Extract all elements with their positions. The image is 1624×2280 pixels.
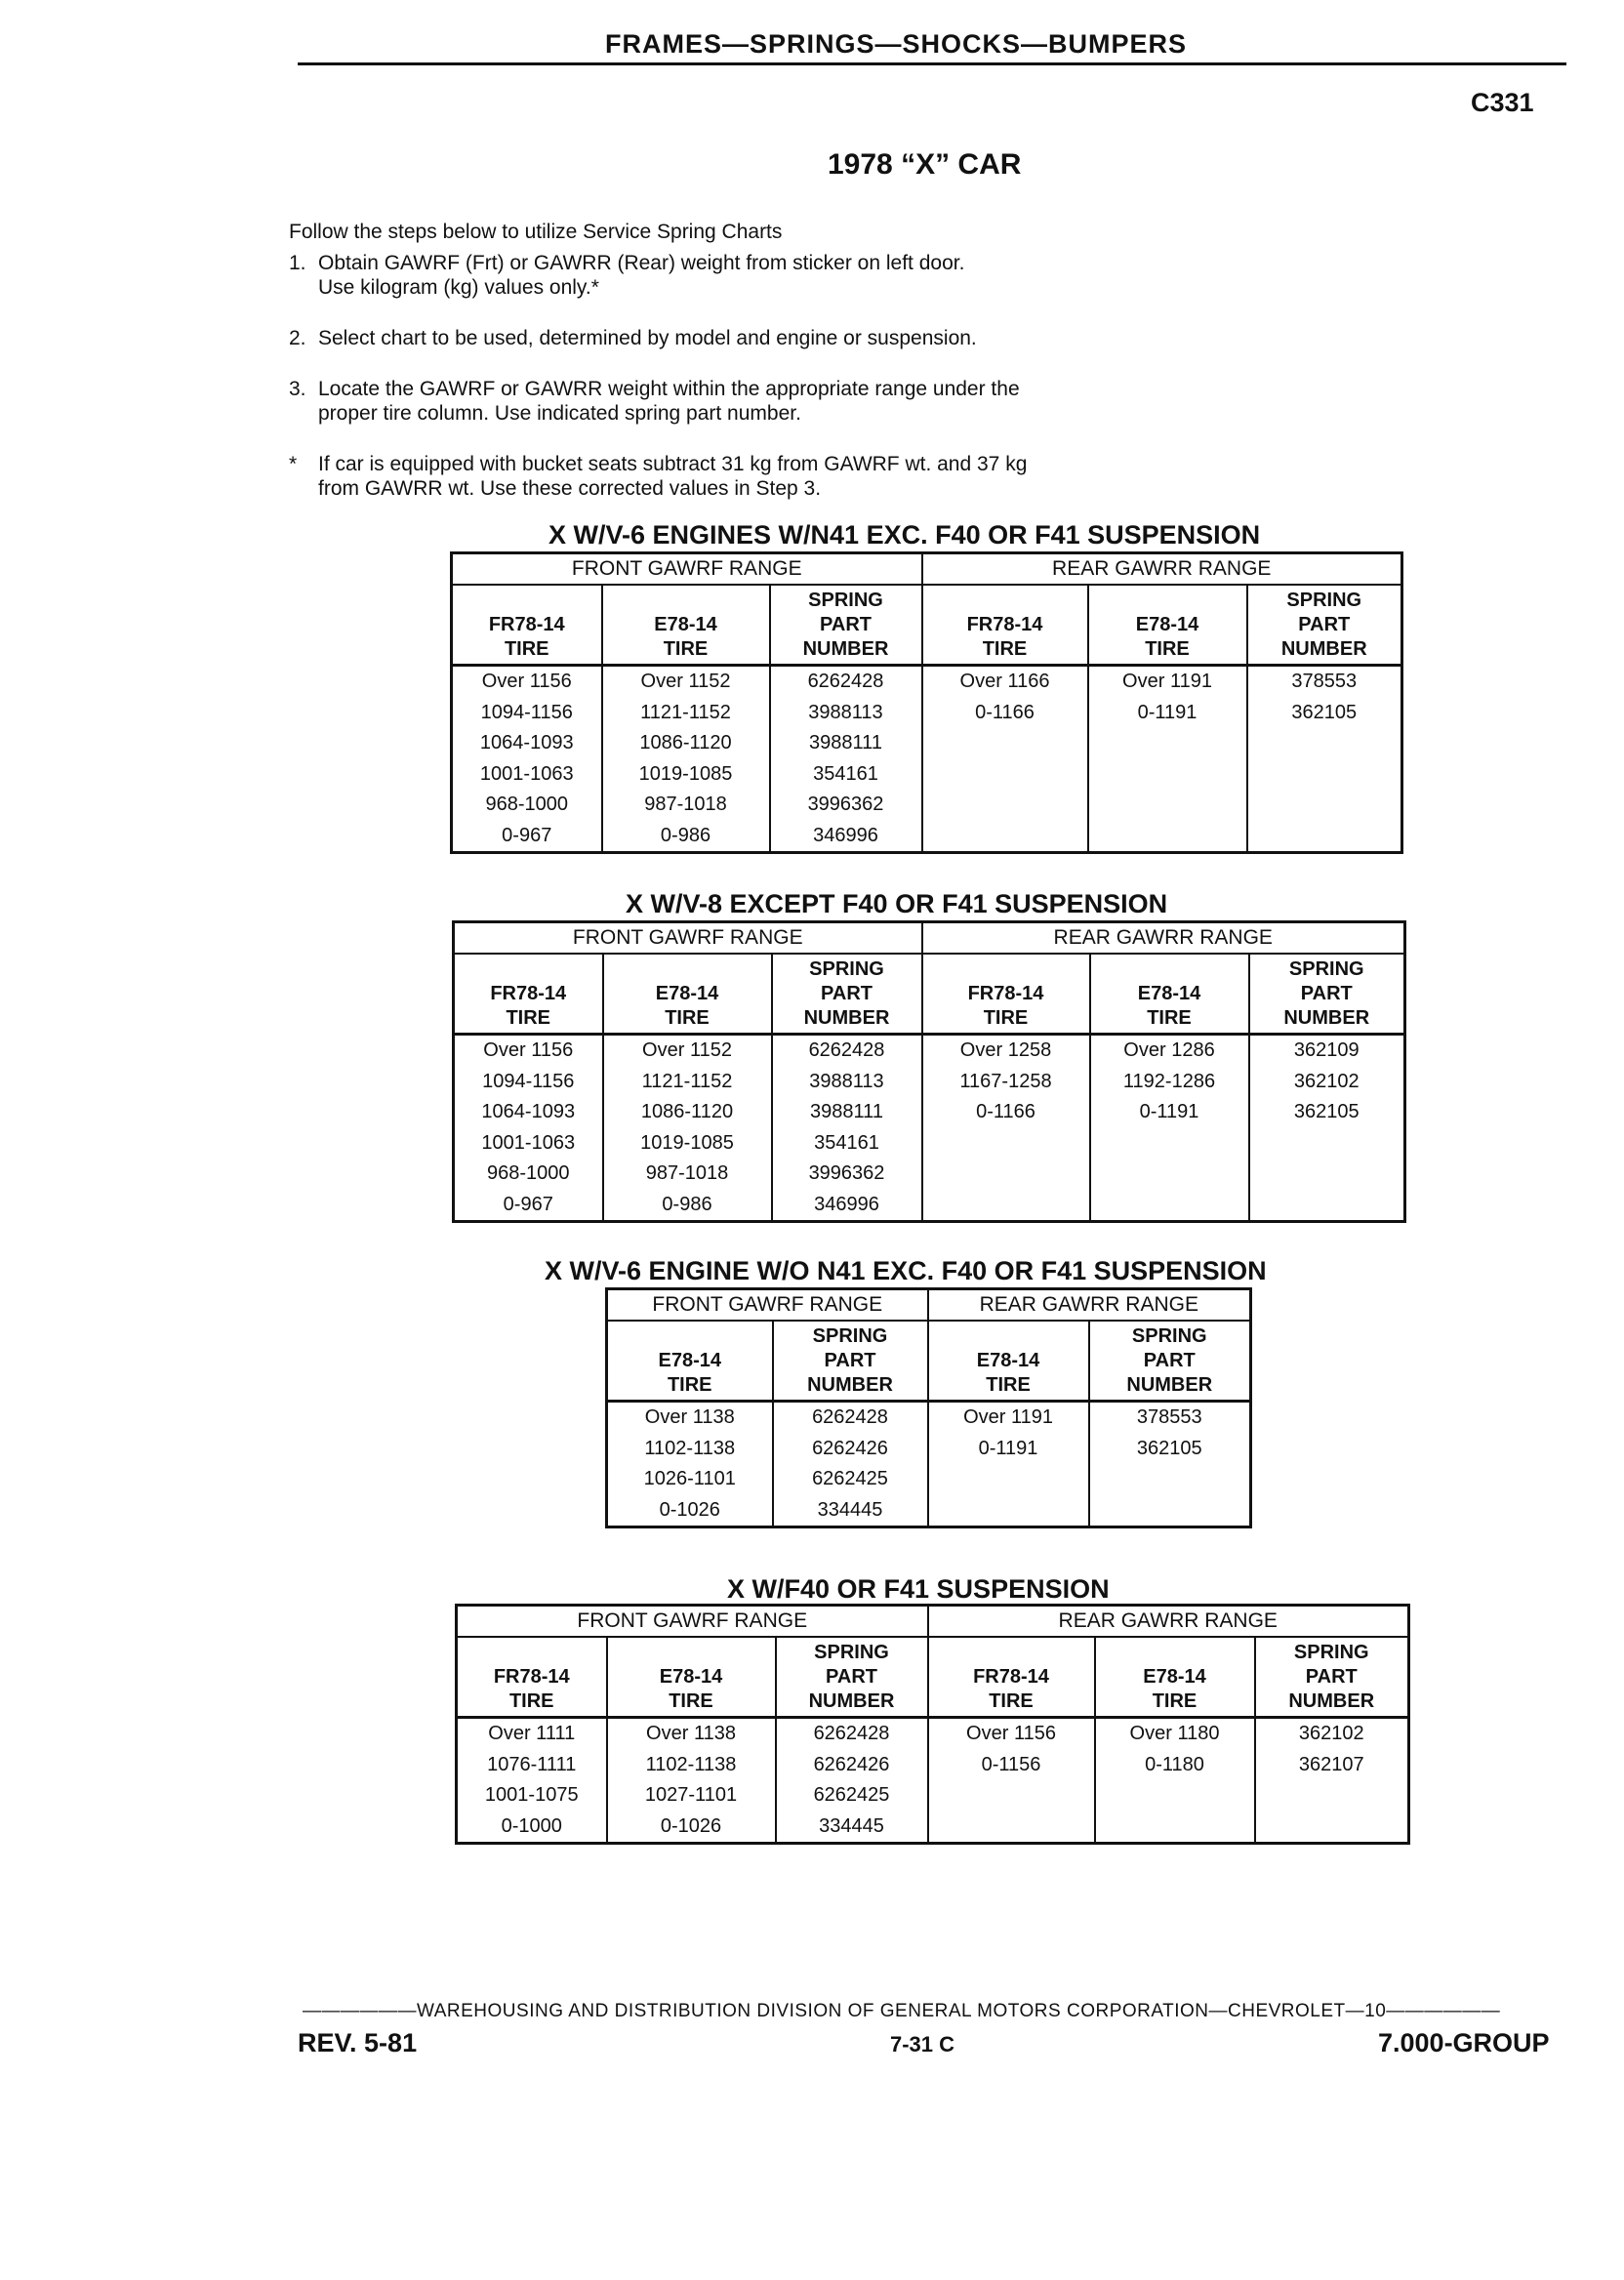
table-cell: Over 1191 [928, 1402, 1089, 1434]
table-cell [1247, 728, 1402, 759]
step-number: * [289, 453, 298, 475]
table-cell: 0-1166 [922, 698, 1088, 729]
rear-range-header: REAR GAWRR RANGE [922, 922, 1405, 955]
table-cell: 1064-1093 [452, 728, 602, 759]
column-header: FR78-14 TIRE [928, 1637, 1095, 1718]
column-header: SPRING PART NUMBER [1249, 954, 1405, 1035]
table-row [607, 1434, 1251, 1465]
table-cell: 362105 [1089, 1434, 1251, 1465]
table-cell: 378553 [1089, 1402, 1251, 1434]
step-text: Select chart to be used, determined by model and engine or suspension. [318, 327, 977, 349]
column-header: E78-14 TIRE [602, 585, 770, 666]
column-header: E78-14 TIRE [1095, 1637, 1255, 1718]
table-title: X W/V-6 ENGINES W/N41 EXC. F40 OR F41 SUSPENSION [548, 520, 1261, 550]
table-cell [1090, 1159, 1249, 1190]
table-cell: 0-1026 [607, 1495, 773, 1527]
table-cell: 3988113 [770, 698, 922, 729]
table-cell: 987-1018 [603, 1159, 772, 1190]
table-cell: Over 1191 [1088, 666, 1247, 698]
table-row [457, 1812, 1409, 1844]
table-cell: 3988113 [772, 1067, 922, 1098]
table-cell [922, 821, 1088, 853]
column-header: SPRING PART NUMBER [1089, 1321, 1251, 1402]
column-header: SPRING PART NUMBER [770, 585, 922, 666]
table-cell: 1019-1085 [602, 759, 770, 791]
rear-range-header: REAR GAWRR RANGE [928, 1289, 1251, 1322]
table-cell: 3988111 [772, 1097, 922, 1128]
table-cell: 1094-1156 [454, 1067, 603, 1098]
front-range-header: FRONT GAWRF RANGE [452, 553, 922, 586]
table-cell [928, 1812, 1095, 1844]
column-header: SPRING PART NUMBER [776, 1637, 928, 1718]
table-cell: 362109 [1249, 1035, 1405, 1067]
table-cell: 0-986 [603, 1190, 772, 1222]
front-range-header: FRONT GAWRF RANGE [454, 922, 922, 955]
table-cell: Over 1258 [922, 1035, 1090, 1067]
revision-label: REV. 5-81 [298, 2028, 418, 2057]
table-cell: 378553 [1247, 666, 1402, 698]
table-cell [1088, 728, 1247, 759]
table-row [454, 1190, 1405, 1222]
table-cell: 334445 [773, 1495, 928, 1527]
table-row [457, 1718, 1409, 1750]
table-row [454, 1067, 1405, 1098]
header-rule [298, 62, 1566, 65]
group-label: 7.000-GROUP [1378, 2028, 1550, 2057]
spring-table [455, 1604, 1410, 1845]
table-row [452, 728, 1402, 759]
table-cell: 6262428 [773, 1402, 928, 1434]
table-cell [1249, 1159, 1405, 1190]
table-cell: 1076-1111 [457, 1750, 607, 1781]
table-cell: 0-967 [452, 821, 602, 853]
table-cell: Over 1152 [603, 1035, 772, 1067]
table-cell: 354161 [770, 759, 922, 791]
table-cell: 1001-1075 [457, 1780, 607, 1812]
table-cell [1088, 759, 1247, 791]
page-code: C331 [1471, 88, 1534, 117]
footer-division-line: ——————WAREHOUSING AND DISTRIBUTION DIVISION OF GENERAL MOTORS CORPORATION—CHEVROLET—10—————— [303, 2001, 1501, 2021]
table-cell: 1102-1138 [607, 1434, 773, 1465]
table-cell: 0-1191 [928, 1434, 1089, 1465]
table-cell: 968-1000 [452, 790, 602, 821]
table-cell: 1001-1063 [452, 759, 602, 791]
table-cell: Over 1156 [452, 666, 602, 698]
instructions-intro: Follow the steps below to utilize Service Spring Charts [289, 221, 783, 243]
table-cell: 6262428 [770, 666, 922, 698]
table-cell: Over 1111 [457, 1718, 607, 1750]
table-row [454, 1128, 1405, 1160]
table-cell: 362102 [1255, 1718, 1409, 1750]
table-cell [1247, 759, 1402, 791]
table-cell: 362107 [1255, 1750, 1409, 1781]
table-cell: 0-1156 [928, 1750, 1095, 1781]
table-cell: 3988111 [770, 728, 922, 759]
column-header: E78-14 TIRE [607, 1637, 776, 1718]
table-row [452, 759, 1402, 791]
spring-table [450, 551, 1403, 854]
table-cell [1249, 1190, 1405, 1222]
table-cell: 6262425 [776, 1780, 928, 1812]
table-row [454, 1035, 1405, 1067]
table-cell: 6262426 [773, 1434, 928, 1465]
table-row [457, 1780, 1409, 1812]
step-text: Obtain GAWRF (Frt) or GAWRR (Rear) weight from sticker on left door. Use kilogram (kg) values only.* [318, 252, 965, 299]
table-row [454, 1097, 1405, 1128]
table-cell: 968-1000 [454, 1159, 603, 1190]
table-cell: 362105 [1249, 1097, 1405, 1128]
table-cell: 1027-1101 [607, 1780, 776, 1812]
table-cell: 6262428 [776, 1718, 928, 1750]
table-cell: 0-1180 [1095, 1750, 1255, 1781]
table-title: X W/F40 OR F41 SUSPENSION [727, 1574, 1110, 1604]
table-cell [1247, 790, 1402, 821]
table-cell: 1026-1101 [607, 1464, 773, 1495]
table-cell: 1121-1152 [603, 1067, 772, 1098]
table-cell: 1086-1120 [602, 728, 770, 759]
table-cell [922, 1159, 1090, 1190]
table-cell: 362105 [1247, 698, 1402, 729]
table-cell: 6262425 [773, 1464, 928, 1495]
table-cell [928, 1495, 1089, 1527]
table-cell: Over 1180 [1095, 1718, 1255, 1750]
rear-range-header: REAR GAWRR RANGE [928, 1606, 1409, 1638]
column-header: E78-14 TIRE [928, 1321, 1089, 1402]
table-cell: 0-1166 [922, 1097, 1090, 1128]
table-cell: Over 1156 [454, 1035, 603, 1067]
table-cell: Over 1138 [607, 1718, 776, 1750]
table-cell [922, 1128, 1090, 1160]
table-cell: 0-986 [602, 821, 770, 853]
table-cell [1095, 1812, 1255, 1844]
table-cell: 0-967 [454, 1190, 603, 1222]
column-header: FR78-14 TIRE [457, 1637, 607, 1718]
column-header: FR78-14 TIRE [452, 585, 602, 666]
table-cell [922, 759, 1088, 791]
spring-table [605, 1287, 1252, 1528]
step-number: 2. [289, 327, 306, 349]
step-number: 1. [289, 252, 306, 274]
table-cell [1090, 1128, 1249, 1160]
column-header: E78-14 TIRE [607, 1321, 773, 1402]
table-cell: 1094-1156 [452, 698, 602, 729]
table-cell [1249, 1128, 1405, 1160]
table-cell: 1001-1063 [454, 1128, 603, 1160]
spring-table [452, 920, 1406, 1223]
table-title: X W/V-6 ENGINE W/O N41 EXC. F40 OR F41 SUSPENSION [545, 1256, 1267, 1285]
table-cell: 987-1018 [602, 790, 770, 821]
column-header: SPRING PART NUMBER [772, 954, 922, 1035]
table-cell: Over 1152 [602, 666, 770, 698]
table-cell [1090, 1190, 1249, 1222]
table-row [452, 821, 1402, 853]
table-cell: Over 1286 [1090, 1035, 1249, 1067]
column-header: FR78-14 TIRE [922, 954, 1090, 1035]
table-cell [1095, 1780, 1255, 1812]
table-cell [1247, 821, 1402, 853]
document-title: 1978 “X” CAR [828, 148, 1022, 181]
table-title: X W/V-8 EXCEPT F40 OR F41 SUSPENSION [626, 889, 1168, 918]
step-number: 3. [289, 378, 306, 400]
front-range-header: FRONT GAWRF RANGE [607, 1289, 928, 1322]
column-header: SPRING PART NUMBER [1247, 585, 1402, 666]
front-range-header: FRONT GAWRF RANGE [457, 1606, 928, 1638]
table-cell [1255, 1812, 1409, 1844]
table-cell: 0-1191 [1090, 1097, 1249, 1128]
table-cell [1255, 1780, 1409, 1812]
step-text: If car is equipped with bucket seats subtract 31 kg from GAWRF wt. and 37 kg from GAWRR wt. Use these corrected values in Step 3. [318, 453, 1028, 500]
table-row [452, 666, 1402, 698]
table-cell [922, 728, 1088, 759]
table-cell: 346996 [772, 1190, 922, 1222]
column-header: FR78-14 TIRE [922, 585, 1088, 666]
table-cell [1089, 1464, 1251, 1495]
table-cell: 1192-1286 [1090, 1067, 1249, 1098]
table-cell [1088, 790, 1247, 821]
table-cell: 1102-1138 [607, 1750, 776, 1781]
step-text: Locate the GAWRF or GAWRR weight within the appropriate range under the proper tire column. Use indicated spring part number. [318, 378, 1020, 425]
rear-range-header: REAR GAWRR RANGE [922, 553, 1402, 586]
column-header: E78-14 TIRE [1088, 585, 1247, 666]
column-header: E78-14 TIRE [1090, 954, 1249, 1035]
table-cell: 0-1026 [607, 1812, 776, 1844]
table-cell: Over 1156 [928, 1718, 1095, 1750]
table-row [452, 698, 1402, 729]
column-header: FR78-14 TIRE [454, 954, 603, 1035]
table-row [457, 1750, 1409, 1781]
table-cell: 0-1000 [457, 1812, 607, 1844]
table-cell: 362102 [1249, 1067, 1405, 1098]
table-row [452, 790, 1402, 821]
table-cell: 1086-1120 [603, 1097, 772, 1128]
table-cell: 3996362 [770, 790, 922, 821]
column-header: E78-14 TIRE [603, 954, 772, 1035]
column-header: SPRING PART NUMBER [1255, 1637, 1409, 1718]
table-cell: 1019-1085 [603, 1128, 772, 1160]
table-cell [922, 790, 1088, 821]
table-cell: Over 1138 [607, 1402, 773, 1434]
table-row [454, 1159, 1405, 1190]
table-cell: 1121-1152 [602, 698, 770, 729]
page-number: 7-31 C [890, 2032, 955, 2056]
table-cell: 1064-1093 [454, 1097, 603, 1128]
table-cell [1089, 1495, 1251, 1527]
table-cell: 0-1191 [1088, 698, 1247, 729]
table-row [607, 1495, 1251, 1527]
table-cell [928, 1780, 1095, 1812]
section-title: FRAMES—SPRINGS—SHOCKS—BUMPERS [605, 29, 1188, 59]
table-cell: 6262428 [772, 1035, 922, 1067]
table-row [607, 1402, 1251, 1434]
column-header: SPRING PART NUMBER [773, 1321, 928, 1402]
table-cell [922, 1190, 1090, 1222]
table-cell: 3996362 [772, 1159, 922, 1190]
table-cell: 1167-1258 [922, 1067, 1090, 1098]
table-cell: 6262426 [776, 1750, 928, 1781]
table-cell: 334445 [776, 1812, 928, 1844]
table-row [607, 1464, 1251, 1495]
table-cell [1088, 821, 1247, 853]
table-cell: 354161 [772, 1128, 922, 1160]
table-cell: 346996 [770, 821, 922, 853]
table-cell: Over 1166 [922, 666, 1088, 698]
table-cell [928, 1464, 1089, 1495]
